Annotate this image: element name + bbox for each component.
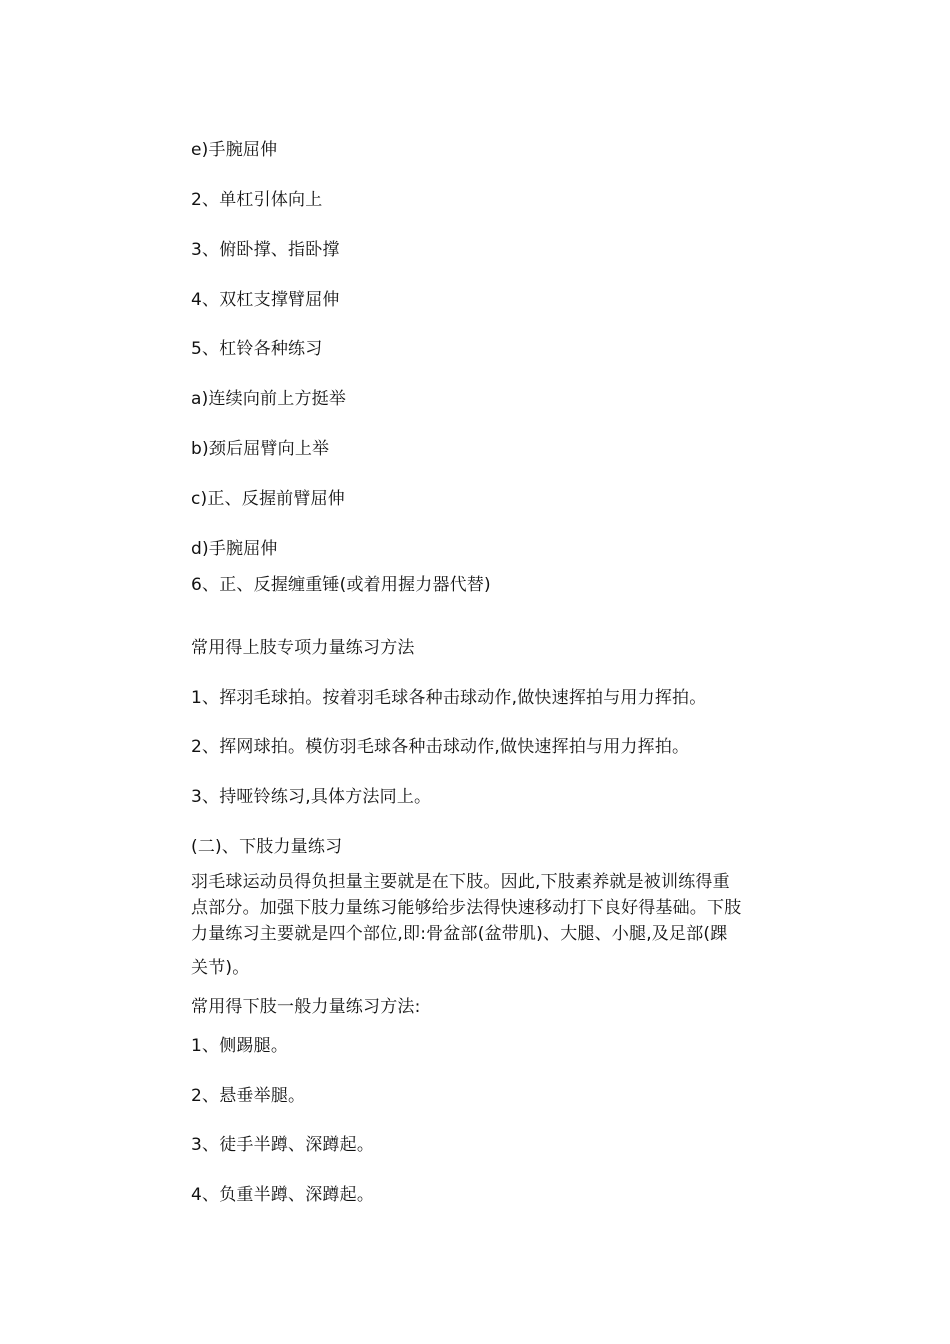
list-item-dumbbell: 3、持哑铃练习,具体方法同上。 <box>191 787 432 807</box>
paragraph-line: 关节)。 <box>191 958 250 978</box>
list-item-swing-badminton-racket: 1、挥羽毛球拍。按着羽毛球各种击球动作,做快速挥拍与用力挥拍。 <box>191 688 707 708</box>
list-item-wrist-roller: 6、正、反握缠重锤(或着用握力器代替) <box>191 575 491 595</box>
section-heading-lower-limb: (二)、下肢力量练习 <box>191 837 343 857</box>
list-item-press-a: a)连续向前上方挺举 <box>191 389 347 409</box>
list-item-parallel-bar-dips: 4、双杠支撑臂屈伸 <box>191 290 340 310</box>
list-item-pull-up: 2、单杠引体向上 <box>191 190 323 210</box>
list-item-weighted-squat: 4、负重半蹲、深蹲起。 <box>191 1185 375 1205</box>
paragraph-lower-limb-intro <box>191 869 811 981</box>
paragraph-line: 力量练习主要就是四个部位,即:骨盆部(盆带肌)、大腿、小腿,及足部(踝 <box>191 924 728 944</box>
list-item-bodyweight-squat: 3、徒手半蹲、深蹲起。 <box>191 1135 375 1155</box>
list-item-barbell-exercises: 5、杠铃各种练习 <box>191 339 323 359</box>
list-item-wrist-flexion-d: d)手腕屈伸 <box>191 539 278 559</box>
list-item-forearm-curl-c: c)正、反握前臂屈伸 <box>191 489 345 509</box>
list-item-side-kick: 1、侧踢腿。 <box>191 1036 289 1056</box>
list-item-press-b: b)颈后屈臂向上举 <box>191 439 330 459</box>
list-item-swing-tennis-racket: 2、挥网球拍。模仿羽毛球各种击球动作,做快速挥拍与用力挥拍。 <box>191 737 690 757</box>
paragraph-line: 羽毛球运动员得负担量主要就是在下肢。因此,下肢素养就是被训练得重 <box>191 872 730 892</box>
section-heading-upper-limb-special: 常用得上肢专项力量练习方法 <box>191 638 415 658</box>
list-item-wrist-flexion-e: e)手腕屈伸 <box>191 140 278 160</box>
list-item-hanging-leg-raise: 2、悬垂举腿。 <box>191 1086 306 1106</box>
paragraph-line: 点部分。加强下肢力量练习能够给步法得快速移动打下良好得基础。下肢 <box>191 898 742 918</box>
section-heading-lower-limb-general: 常用得下肢一般力量练习方法: <box>191 997 421 1017</box>
list-item-push-up: 3、俯卧撑、指卧撑 <box>191 240 340 260</box>
